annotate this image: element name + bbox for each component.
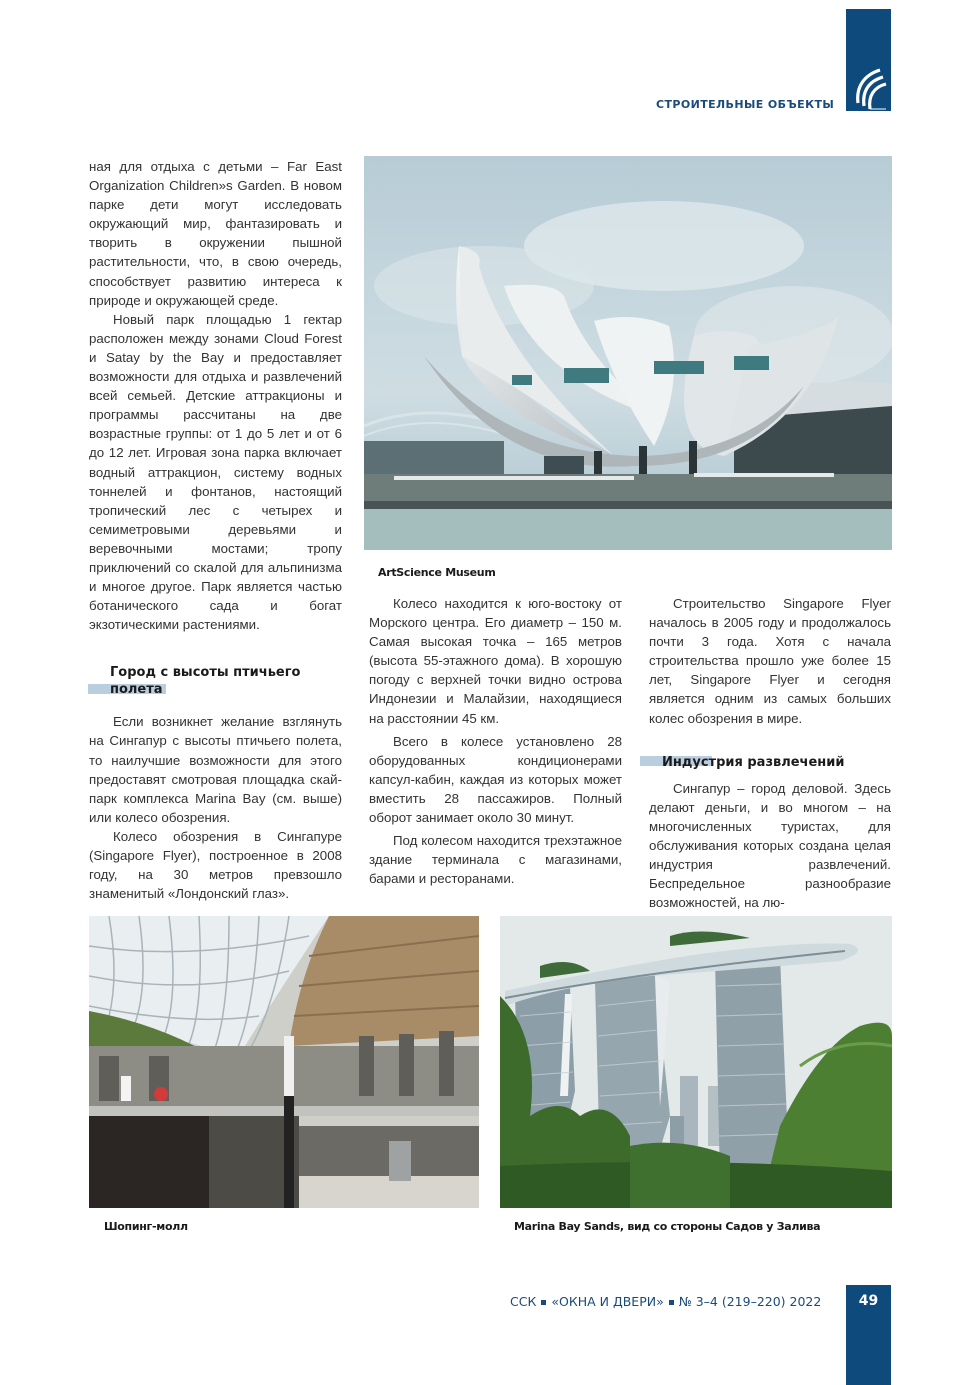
paragraph: Новый парк площадью 1 гектар расположен между зонами Cloud Forest и Satay by the Bay и предоставляет возможности для отдыха и развлечений всей семьей. Детские аттракционы и программы рассчитаны на две возрастные группы: от 1 до 5 лет и от 6 до 12 лет. Игровая зона парка включает водный аттракцион, систему водных тоннелей и фонтанов, настоящий тропический лес с четырех и семиметровыми деревьями и веревочными мостами; тропу приключений со скалой для альпинизма и многое другое. Парк является частью ботанического сада и богат экзотическими растениями.	[89, 311, 342, 633]
caption-shopping-mall: Шопинг-молл	[104, 1220, 188, 1233]
square-bullet-icon	[669, 1300, 674, 1305]
footer-publication-info	[510, 1294, 821, 1309]
footer-issue: № 3–4 (219–220) 2022	[678, 1294, 822, 1309]
heading-text: Индустрия развлечений	[662, 754, 845, 770]
artscience-museum-photo	[364, 156, 892, 550]
heading-line-1: Город с высоты птичьего	[110, 665, 301, 681]
section-heading-birds-eye	[110, 664, 342, 698]
section-title: СТРОИТЕЛЬНЫЕ ОБЪЕКТЫ	[656, 98, 835, 111]
paragraph: Если возникнет желание взглянуть на Сингапур с высоты птичьего полета, то наилучшие возможности для этого предоставят смотровая площадка скай-парк комплекса Marina Bay (см. выше) или колесо обозрения.	[89, 714, 342, 825]
paragraph: Под колесом находится трехэтажное здание терминала с магазинами, барами и ресторанами.	[369, 833, 622, 887]
stylized-waves-logo-icon	[850, 67, 888, 113]
section-heading-entertainment	[662, 754, 891, 771]
column-2	[369, 594, 622, 888]
footer-publisher: ССК	[510, 1294, 537, 1309]
caption-marina-bay-sands: Marina Bay Sands, вид со стороны Садов у Залива	[514, 1220, 821, 1233]
caption-artscience-museum: ArtScience Museum	[378, 566, 496, 579]
page-number-bar	[846, 1285, 891, 1385]
square-bullet-icon	[541, 1300, 546, 1305]
paragraph: Сингапур – город деловой. Здесь делают деньги, и во многом – на многочисленных туристах, для обслуживания которых создана целая индустрия развлечений. Беспредельное разнообразие возможностей, на лю-	[649, 780, 891, 911]
paragraph: ная для отдыха с детьми – Far East Organization Children»s Garden. В новом парке дети могут исследовать окружающий мир, фантазировать и творить в окружении пышной растительности, что, в свою очередь, способствует развитию интереса к природе и окружающей среде.	[89, 159, 342, 308]
page-number: 49	[858, 1293, 879, 1309]
shopping-mall-photo	[89, 916, 479, 1208]
footer-magazine-title: «ОКНА И ДВЕРИ»	[551, 1294, 664, 1309]
marina-bay-sands-photo	[500, 916, 892, 1208]
paragraph: Строительство Singapore Flyer началось в 2005 году и продолжалось почти 3 года. Хотя с начала строительства прошло уже более 15 лет, Singapore Flyer и сегодня является одним из самых больших колес обозрения в мире.	[649, 596, 891, 726]
paragraph: Всего в колесе установлено 28 оборудованных кондиционерами капсул-кабин, каждая из которых может вместить 28 пассажиров. Полный оборот занимает около 30 минут.	[369, 733, 622, 826]
paragraph: Колесо обозрения в Сингапуре (Singapore Flyer), построенное в 2008 году, на 30 метров превзошло знаменитый «Лондонский глаз».	[89, 828, 342, 902]
paragraph: Колесо находится к юго-востоку от Морского центра. Его диаметр – 150 м. Самая высокая точка – 165 метров (высота 55-этажного дома). В хорошую погоду с верхней точки видно острова Индонезии и Малайзии, находящиеся на расстоянии 45 км.	[369, 596, 622, 726]
column-1	[89, 157, 342, 903]
column-3	[649, 594, 891, 912]
logo-bar	[846, 9, 891, 111]
heading-line-2: полета	[110, 682, 163, 698]
